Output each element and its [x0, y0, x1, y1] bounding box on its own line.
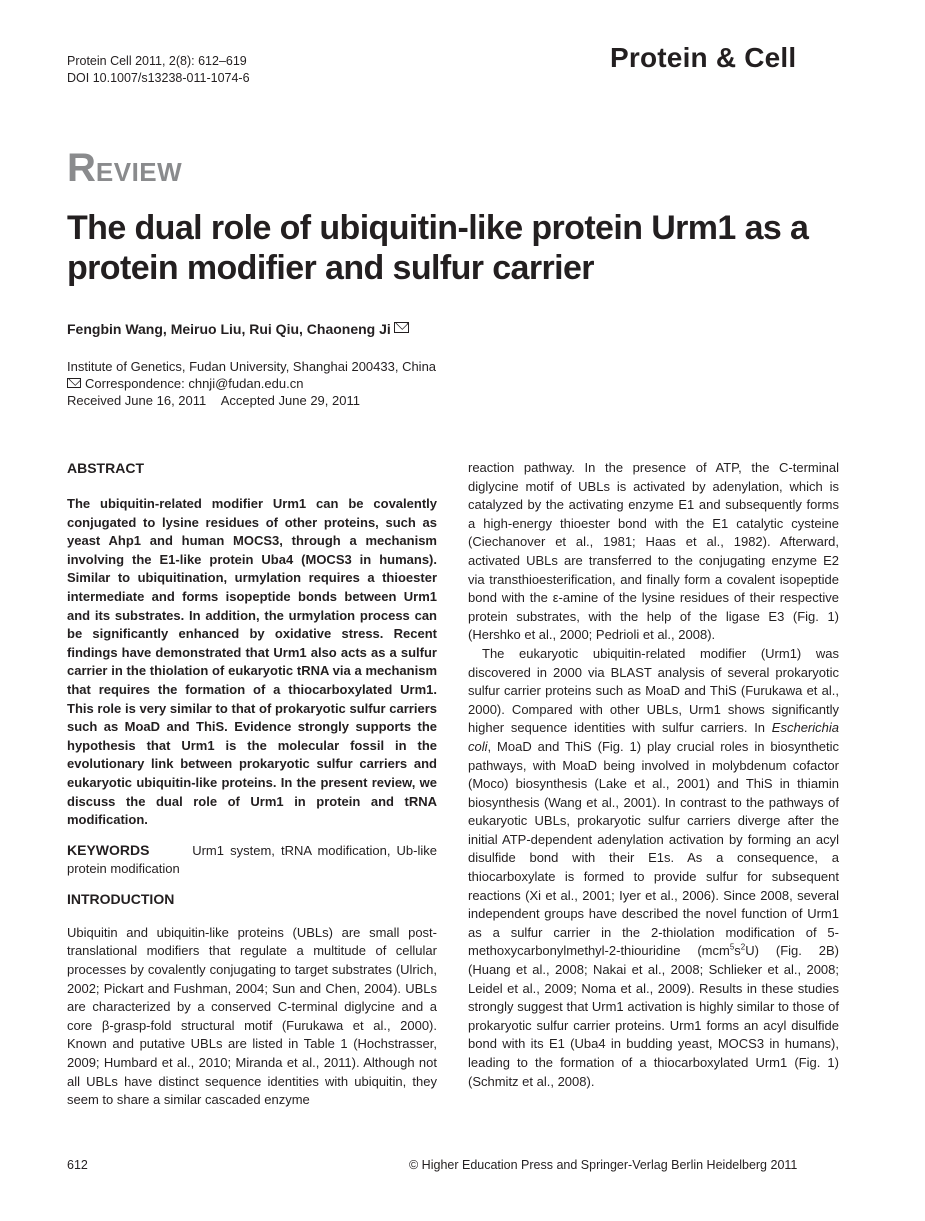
- institute: Institute of Genetics, Fudan University, Shanghai 200433, China: [67, 359, 437, 374]
- affiliation-block: [67, 358, 436, 409]
- page-number: 612: [67, 1158, 88, 1172]
- species-name: Escherichia coli: [468, 720, 839, 754]
- envelope-icon: [67, 378, 81, 388]
- copyright: © Higher Education Press and Springer-Verlag Berlin Heidelberg 2011: [409, 1158, 798, 1172]
- body-text: , MoaD and ThiS (Fig. 1) play crucial roles in biosynthetic pathways, with MoaD being involved in molybdenum cofactor (Moco) biosynthesis (Lake et al., 2001) and ThiS in thiamin biosynthesis (Wang et al., 2001). In contrast to the pathways of eukaryotic UBLs, prokaryotic sulfur carriers diverge after the initial ATP-dependent adenylation activation by forming an acyl disulfide bond with their E1s. As a consequence, a thiocarboxylate is formed to provide sulfur for subsequent reactions (Xi et al., 2001; Iyer et al., 2006). Since 2008, several independent groups have described the novel function of Urm1 as a sulfur carrier in the 2-thiolation modification of 5-methoxycarbonylmethyl-2-thiouridine (mcm: [468, 738, 839, 959]
- citation: Protein Cell 2011, 2(8): 612–619: [67, 54, 247, 68]
- article-title: The dual role of ubiquitin-like protein Urm1 as a protein modifier and sulfur carrier: [67, 209, 809, 287]
- received-date: Received June 16, 2011: [67, 393, 207, 408]
- body-text: U) (Fig. 2B) (Huang et al., 2008; Nakai et al., 2008; Schlieker et al., 2008; Leidel et al., 2009; Noma et al., 2009). Results in these studies strongly suggest that Urm1 activation is highly similar to those of prokaryotic sulfur carrier proteins. Urm1 forms an acyl disulfide bond with its E1 (Uba4 in budding yeast, MOCS3 in humans), leading to the formation of a thiocarboxylated Urm1 (Fig. 1) (Schmitz et al., 2008).: [468, 943, 839, 1089]
- superscript: 5: [729, 943, 735, 953]
- left-column: [67, 459, 437, 1110]
- body-text: s: [734, 943, 741, 959]
- introduction-heading: INTRODUCTION: [67, 890, 175, 907]
- correspondence-line: [67, 375, 436, 392]
- introduction-paragraph: Ubiquitin and ubiquitin-like proteins (UBLs) are small post-translational modifiers that regulate a multitude of cellular processes by covalently conjugating to target substrates (Ulrich, 2002; Pickart and Fushman, 2004; Sun and Chen, 2004). UBLs are characterized by a conserved C-terminal diglycine and a core β-grasp-fold structural motif (Furukawa et al., 2000). Known and putative UBLs are listed in Table 1 (Hochstrasser, 2009; Humbard et al., 2010; Miranda et al., 2011). Although not all UBLs have distinct sequence identities with ubiquitin, they seem to share a similar cascaded enzyme: [67, 924, 437, 1108]
- right-column: [468, 459, 839, 1091]
- authors: Fengbin Wang, Meiruo Liu, Rui Qiu, Chaoneng Ji: [67, 321, 391, 337]
- dates-line: [67, 392, 436, 409]
- section-label-rest: EVIEW: [95, 157, 183, 187]
- body-text: The eukaryotic ubiquitin-related modifier (Urm1) was discovered in 2000 via BLAST analysis of several prokaryotic sulfur carrier proteins such as MoaD and ThiS (Furukawa et al., 2000). Compared with other UBLs, Urm1 shows significantly higher sequence identities with sulfur carriers. In: [468, 645, 839, 736]
- body-paragraph-2: [468, 645, 839, 1091]
- envelope-icon: [394, 322, 409, 333]
- doi: DOI 10.1007/s13238-011-1074-6: [67, 71, 250, 85]
- abstract-text: The ubiquitin-related modifier Urm1 can be covalently conjugated to lysine residues of other proteins, such as yeast Ahp1 and human MOCS3, through a mechanism involving the E1-like protein Uba4 (MOCS3 in humans). Similar to ubiquitination, urmylation requires a thioester intermediate and forms isopeptide bonds between Urm1 and its substrates. In addition, the urmylation process can be significantly enhanced by oxidative stress. Recent findings have demonstrated that Urm1 also acts as a sulfur carrier in the thiolation of eukaryotic tRNA via a mechanism that requires the formation of a thiocarboxylated Urm1. This role is very similar to that of prokaryotic sulfur carriers such as MoaD and ThiS. Evidence strongly supports the hypothesis that Urm1 is the molecular fossil in the evolutionary link between prokaryotic sulfur carriers and eukaryotic ubiquitin-like proteins. In the present review, we discuss the dual role of Urm1 in protein and tRNA modification.: [67, 496, 437, 828]
- citation-block: [67, 53, 250, 87]
- journal-title: Protein & Cell: [610, 42, 797, 73]
- abstract-heading: ABSTRACT: [67, 460, 144, 476]
- section-label-initial: R: [67, 146, 96, 190]
- correspondence: Correspondence: chnji@fudan.edu.cn: [85, 376, 304, 391]
- keywords-heading: KEYWORDS: [67, 841, 150, 858]
- author-list: [67, 321, 409, 337]
- keywords-paragraph: [67, 841, 437, 879]
- superscript: 2: [740, 943, 746, 953]
- section-label: [67, 146, 182, 191]
- body-paragraph-1: reaction pathway. In the presence of ATP, the C-terminal diglycine motif of UBLs is activated by adenylation, which is catalyzed by the activating enzyme E1 and subsequently forms a high-energy thioester bond with the E1 catalytic cysteine (Ciechanover et al., 1981; Haas et al., 1982). Afterward, activated UBLs are transferred to the conjugating enzyme E2 via transthioesterification, and finally form a covalent isopeptide bond with the ε-amine of the lysine residues of their respective protein substrates, with the help of the ligase E3 (Fig. 1) (Hershko et al., 2000; Pedrioli et al., 2008).: [468, 460, 839, 643]
- accepted-date: Accepted June 29, 2011: [220, 393, 360, 408]
- keywords-text: Urm1 system, tRNA modification, Ub-like protein modification: [67, 842, 437, 877]
